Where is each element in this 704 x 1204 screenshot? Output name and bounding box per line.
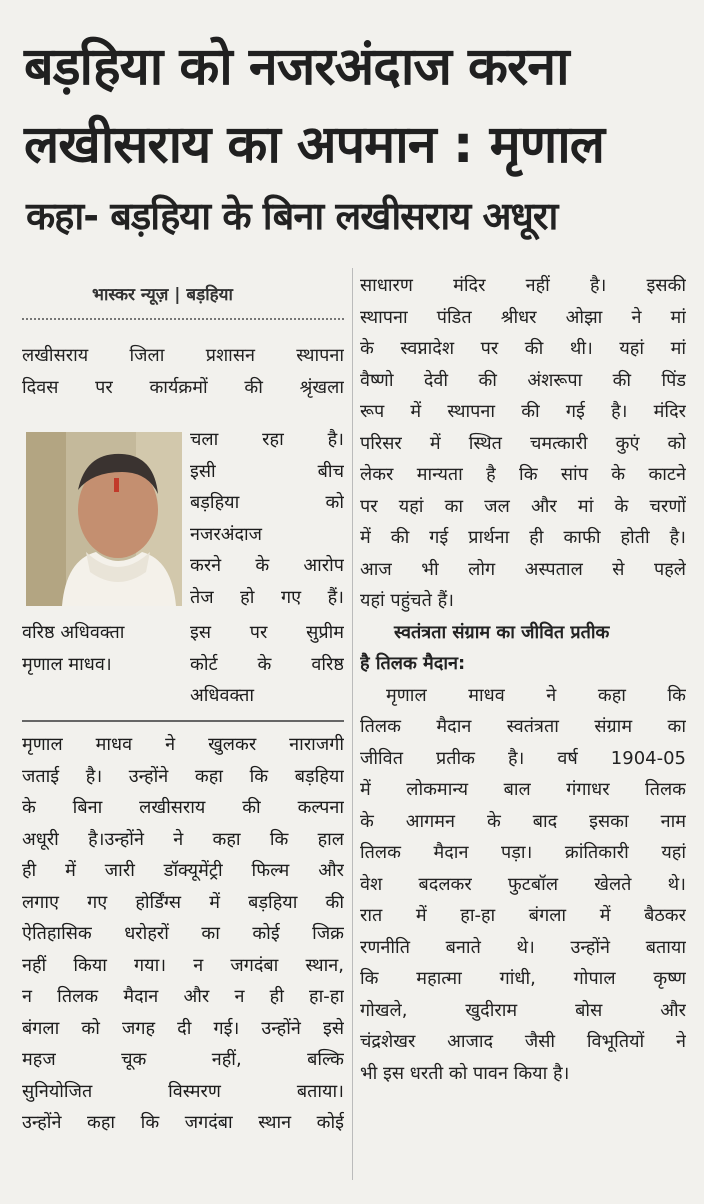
text-line: गोखले, खुदीराम बोस और <box>360 999 686 1021</box>
text-line: यहां पहुंचते हैं। <box>360 590 454 611</box>
portrait-illustration <box>26 432 182 606</box>
byline-divider <box>22 318 344 320</box>
text-line: के बिना लखीसराय की कल्पना <box>22 797 344 818</box>
text-line: बड़हिया को <box>190 492 344 513</box>
text-line: करने के आरोप <box>190 555 344 576</box>
left-column-body <box>22 729 344 1139</box>
text-line: के स्वप्नादेश पर की थी। यहां मां <box>360 338 686 359</box>
wrapped-text-continued <box>190 617 344 712</box>
text-line: चंद्रशेखर आजाद जैसी विभूतियों ने <box>360 1031 686 1052</box>
left-column-intro <box>22 340 344 403</box>
text-line: महज चूक नहीं, बल्कि <box>22 1049 344 1070</box>
photo-divider <box>22 720 344 722</box>
text-line: जताई है। उन्होंने कहा कि बड़हिया <box>22 765 344 787</box>
text-line: इस पर सुप्रीम <box>190 622 344 643</box>
text-line: तिलक मैदान स्वतंत्रता संग्राम का <box>360 716 686 737</box>
text-line: में लोकमान्य बाल गंगाधर तिलक <box>360 779 686 800</box>
text-line: स्थापना पंडित श्रीधर ओझा ने मां <box>360 306 686 328</box>
byline: भास्कर न्यूज़ | बड़हिया <box>92 285 233 305</box>
text-line: रणनीति बनाते थे। उन्होंने बताया <box>360 936 686 958</box>
section-subheading: स्वतंत्रता संग्राम का जीवित प्रतीक <box>394 621 610 643</box>
text-line: दिवस पर कार्यक्रमों की श्रृंखला <box>22 376 344 398</box>
text-line: वैष्णो देवी की अंशरूपा की पिंड <box>360 369 686 391</box>
text-line: इसी बीच <box>190 460 344 482</box>
text-line: ऐतिहासिक धरोहरों का कोई जिक्र <box>22 923 344 944</box>
caption-line-1: वरिष्ठ अधिवक्ता <box>22 622 125 643</box>
text-line: भी इस धरती को पावन किया है। <box>360 1062 570 1084</box>
text-line: पर यहां का जल और मां के चरणों <box>360 495 686 517</box>
photo-caption <box>22 617 182 680</box>
text-line: वेश बदलकर फुटबॉल खेलते थे। <box>360 873 686 895</box>
column-divider <box>352 268 353 1180</box>
caption-line-2: मृणाल माधव। <box>22 653 112 675</box>
text-line: के आगमन के बाद इसका नाम <box>360 810 686 832</box>
text-line: तेज हो गए हैं। <box>190 586 344 608</box>
text-line: सुनियोजित विस्मरण बताया। <box>22 1080 344 1102</box>
text-line: चला रहा है। <box>190 429 344 450</box>
text-line: रूप में स्थापना की गई है। मंदिर <box>360 401 686 422</box>
headline <box>24 28 684 184</box>
subheadline: कहा- बड़हिया के बिना लखीसराय अधूरा <box>26 194 558 238</box>
text-line: अधूरी है।उन्होंने ने कहा कि हाल <box>22 828 344 850</box>
text-line: नजरअंदाज <box>190 523 263 545</box>
text-line: उन्होंने कहा कि जगदंबा स्थान कोई <box>22 1112 344 1133</box>
text-line: कि महात्मा गांधी, गोपाल कृष्ण <box>360 968 686 989</box>
portrait-photo <box>26 432 182 606</box>
text-line: मृणाल माधव ने खुलकर नाराजगी <box>22 734 344 755</box>
text-line: जीवित प्रतीक है। वर्ष 1904-05 <box>360 747 686 769</box>
text-line: लखीसराय जिला प्रशासन स्थापना <box>22 345 344 366</box>
headline-line-2: लखीसराय का अपमान : मृणाल <box>24 115 605 175</box>
text-line: अधिवक्ता <box>190 685 255 706</box>
text-line: आज भी लोग अस्पताल से पहले <box>360 558 686 580</box>
text-line: कोर्ट के वरिष्ठ <box>190 653 344 675</box>
text-line: साधारण मंदिर नहीं है। इसकी <box>360 275 686 296</box>
text-line: तिलक मैदान पड़ा। क्रांतिकारी यहां <box>360 842 686 863</box>
text-line: रात में हा-हा बंगला में बैठकर <box>360 905 686 926</box>
text-line: लगाए गए होर्डिंग्स में बड़हिया की <box>22 891 344 913</box>
headline-line-1: बड़हिया को नजरअंदाज करना <box>24 37 569 97</box>
text-line: ही में जारी डॉक्यूमेंट्री फिल्म और <box>22 860 344 881</box>
text-line: में की गई प्रार्थना ही काफी होती है। <box>360 527 686 548</box>
section-subheading-cont: है तिलक मैदान: <box>360 653 466 674</box>
right-column <box>360 270 686 1089</box>
text-line: मृणाल माधव ने कहा कि <box>386 684 686 706</box>
text-line: परिसर में स्थित चमत्कारी कुएं को <box>360 432 686 454</box>
text-line: न तिलक मैदान और न ही हा-हा <box>22 986 344 1007</box>
text-line: बंगला को जगह दी गई। उन्होंने इसे <box>22 1017 344 1039</box>
text-line: नहीं किया गया। न जगदंबा स्थान, <box>22 954 344 976</box>
text-line: लेकर मान्यता है कि सांप के काटने <box>360 464 686 485</box>
wrapped-text <box>190 424 344 613</box>
